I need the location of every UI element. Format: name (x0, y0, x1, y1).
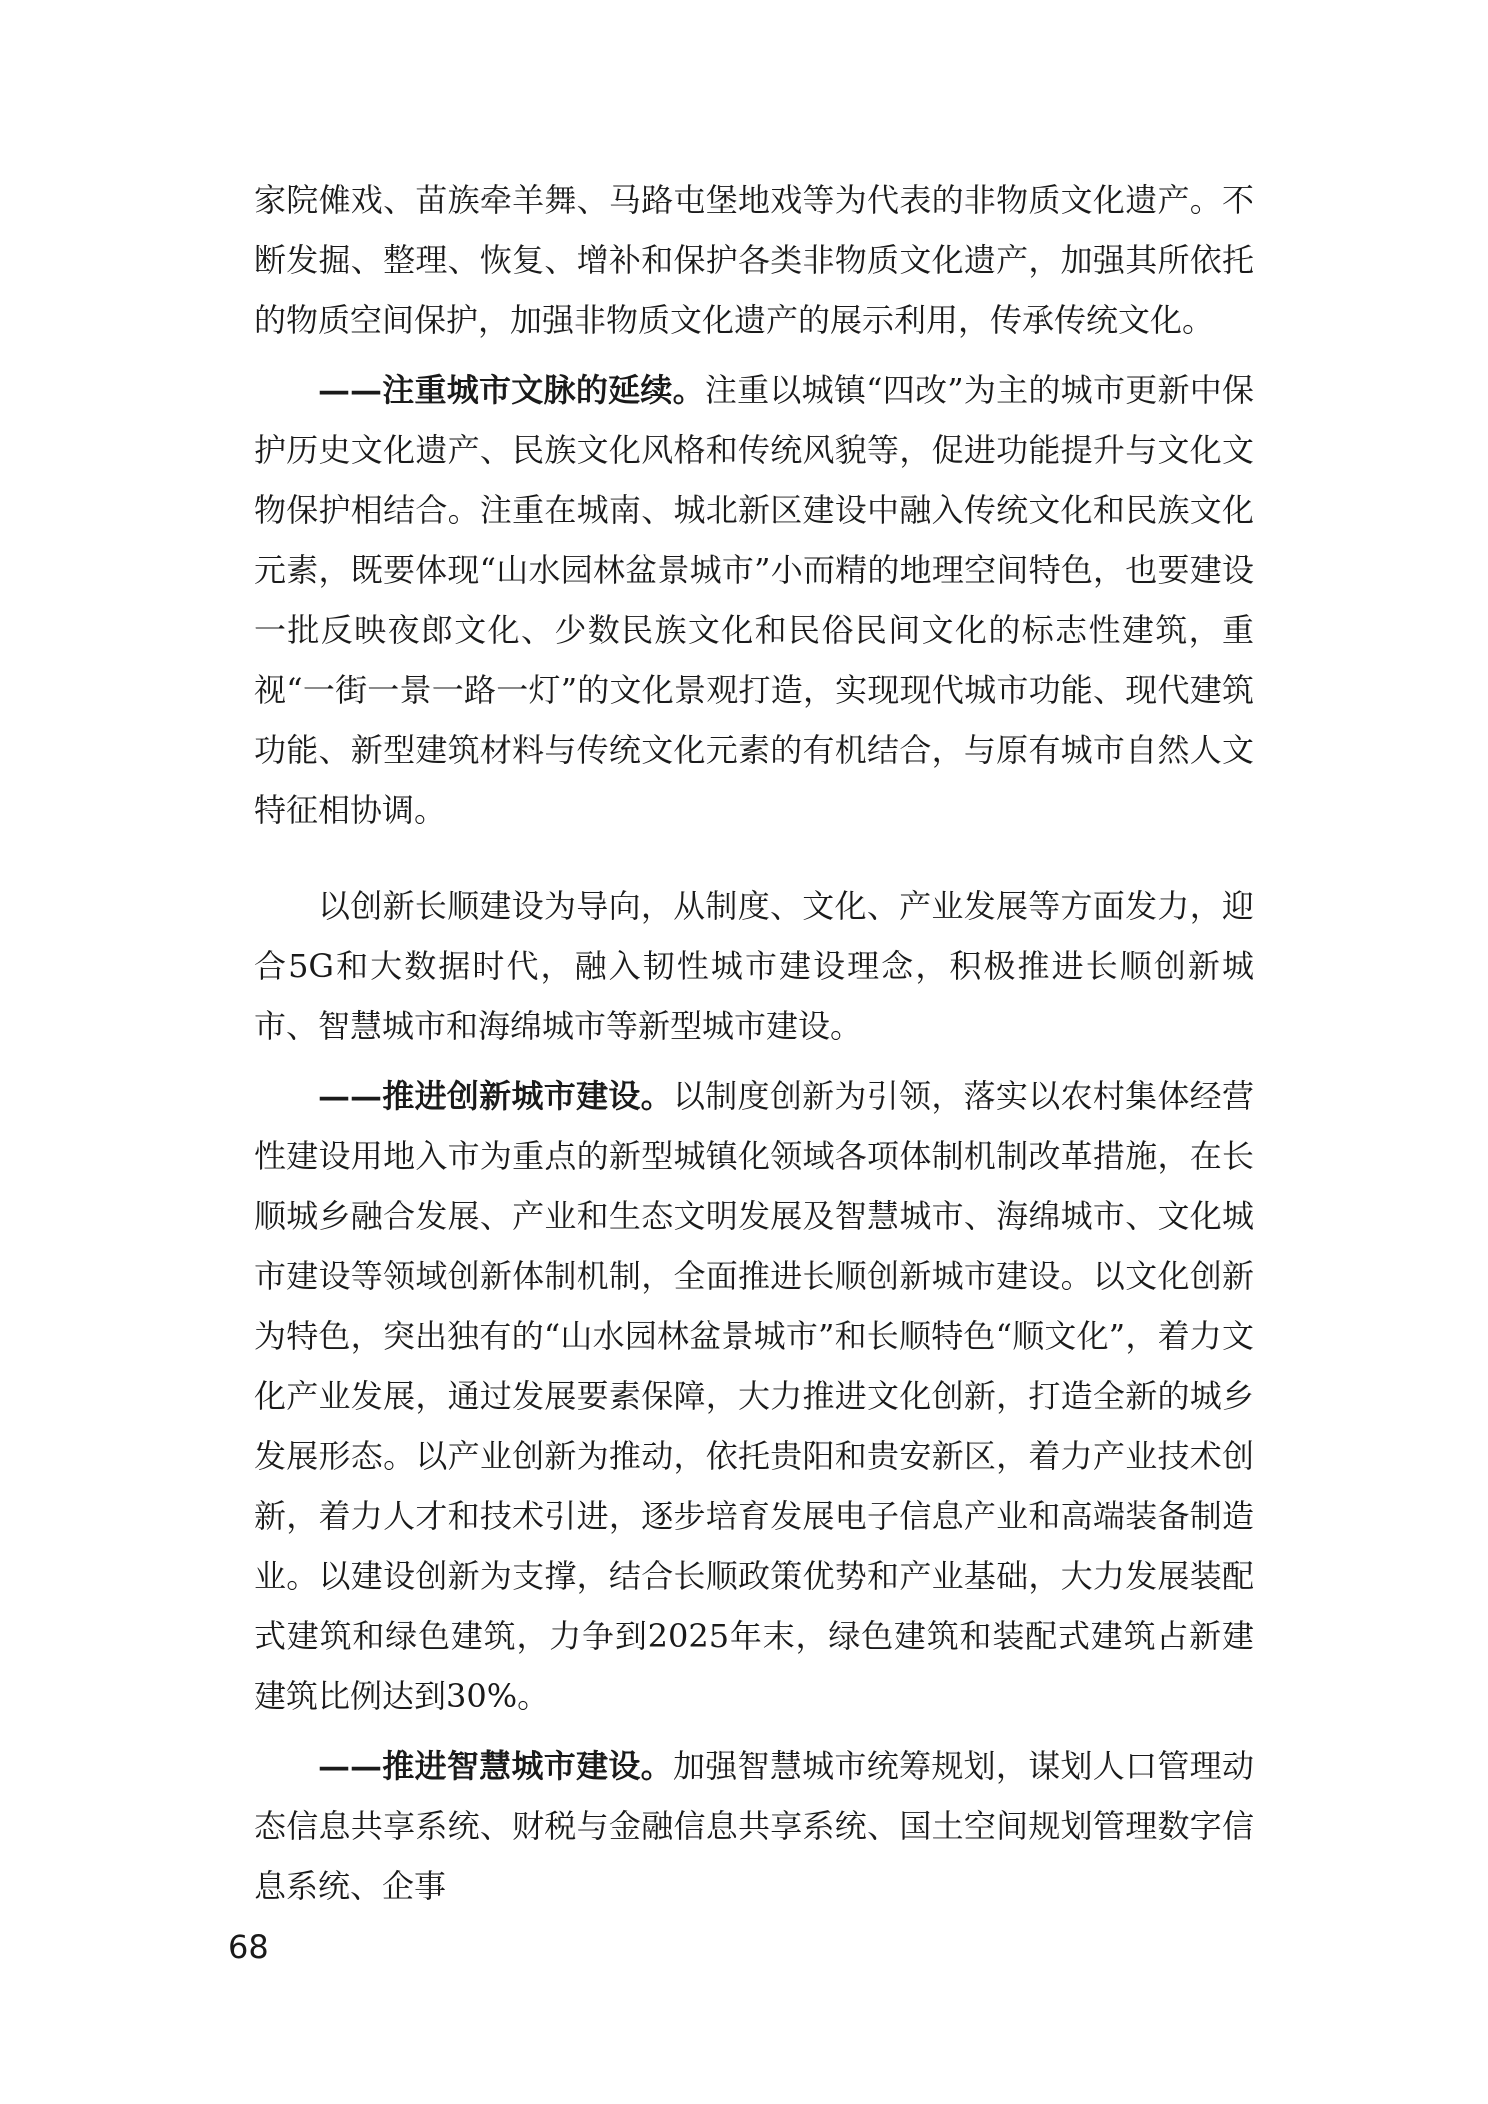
paragraph-urban-context (254, 360, 1254, 840)
paragraph-text: 加强智慧城市统筹规划，谋划人口管理动态信息共享系统、财税与金融信息共享系统、国土空间规划管理数字信息系统、企事 (254, 1747, 1254, 1905)
paragraph-smart-city (254, 1736, 1254, 1916)
paragraph-lead-heading: ——推进智慧城市建设。 (318, 1747, 673, 1785)
paragraph-intangible-heritage (254, 170, 1254, 350)
paragraph-innovative-city (254, 1066, 1254, 1726)
page-number: 68 (228, 1928, 269, 1966)
paragraph-text: 以制度创新为引领，落实以农村集体经营性建设用地入市为重点的新型城镇化领域各项体制机制改革措施，在长顺城乡融合发展、产业和生态文明发展及智慧城市、海绵城市、文化城市建设等领域创新体制机制，全面推进长顺创新城市建设。以文化创新为特色，突出独有的“山水园林盆景城市”和长顺特色“顺文化”，着力文化产业发展，通过发展要素保障，大力推进文化创新，打造全新的城乡发展形态。以产业创新为推动，依托贵阳和贵安新区，着力产业技术创新，着力人才和技术引进，逐步培育发展电子信息产业和高端装备制造业。以建设创新为支撑，结合长顺政策优势和产业基础，大力发展装配式建筑和绿色建筑，力争到2025年末，绿色建筑和装配式建筑占新建建筑比例达到30%。 (254, 1077, 1254, 1715)
paragraph-text: 注重以城镇“四改”为主的城市更新中保护历史文化遗产、民族文化风格和传统风貌等，促进功能提升与文化文物保护相结合。注重在城南、城北新区建设中融入传统文化和民族文化元素，既要体现“山水园林盆景城市”小而精的地理空间特色，也要建设一批反映夜郎文化、少数民族文化和民俗民间文化的标志性建筑，重视“一街一景一路一灯”的文化景观打造，实现现代城市功能、现代建筑功能、新型建筑材料与传统文化元素的有机结合，与原有城市自然人文特征相协调。 (254, 371, 1254, 829)
paragraph-section-intro (254, 876, 1254, 1056)
paragraph-text: 家院傩戏、苗族牵羊舞、马路屯堡地戏等为代表的非物质文化遗产。不断发掘、整理、恢复、增补和保护各类非物质文化遗产，加强其所依托的物质空间保护，加强非物质文化遗产的展示利用，传承传统文化。 (254, 181, 1254, 339)
paragraph-lead-heading: ——推进创新城市建设。 (318, 1077, 673, 1115)
paragraph-text: 以创新长顺建设为导向，从制度、文化、产业发展等方面发力，迎合5G和大数据时代，融入韧性城市建设理念，积极推进长顺创新城市、智慧城市和海绵城市等新型城市建设。 (254, 887, 1254, 1045)
paragraph-lead-heading: ——注重城市文脉的延续。 (318, 371, 705, 409)
document-body (254, 170, 1254, 1916)
